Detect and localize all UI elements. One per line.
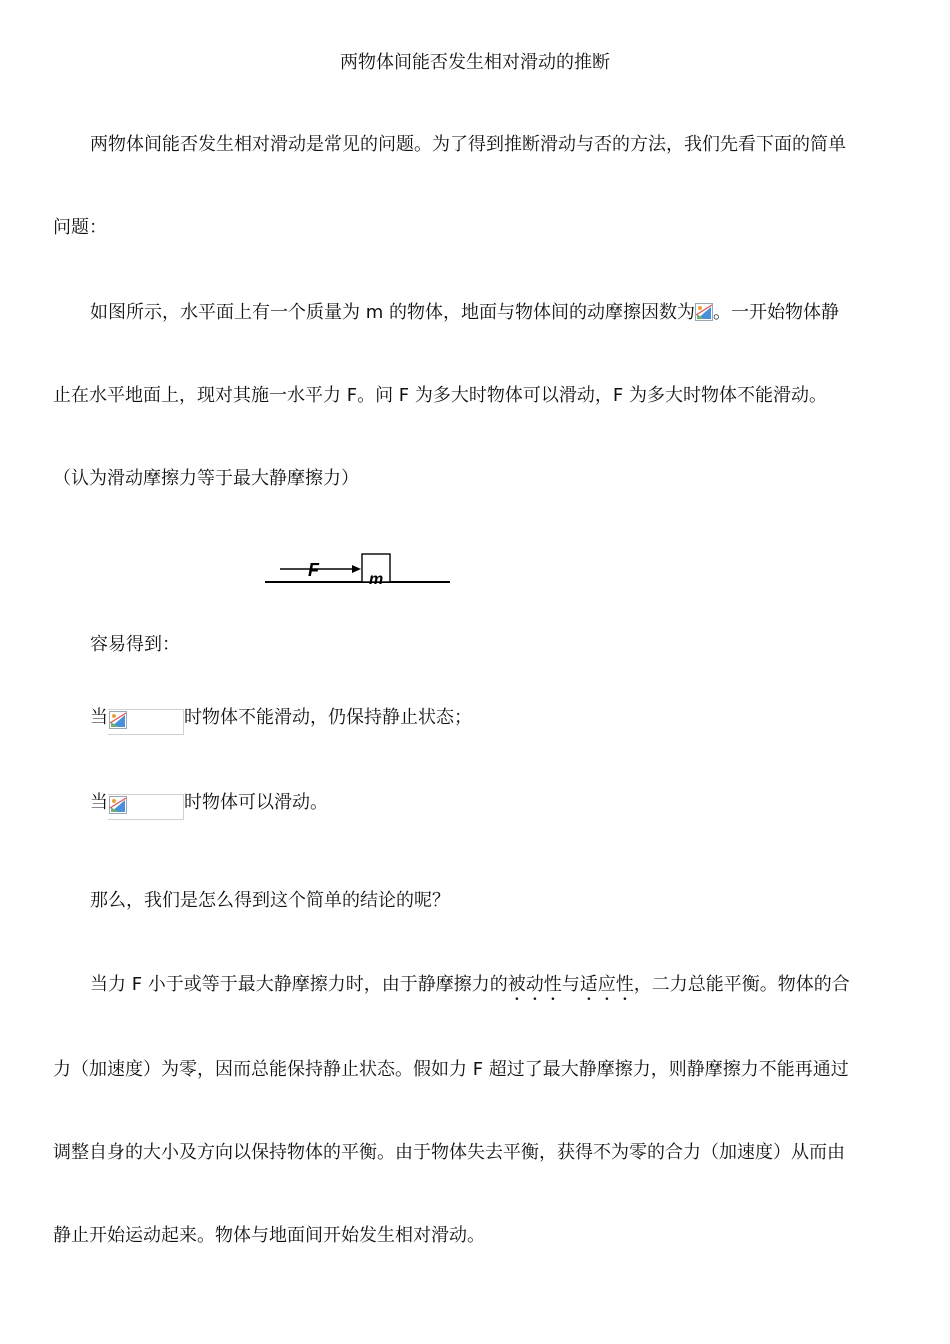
problem-text-after-mu: 。一开始物体静 — [712, 302, 839, 323]
condition-static-line — [90, 706, 472, 735]
formula-image-static — [108, 709, 184, 735]
question-paragraph: 那么，我们是怎么得到这个简单的结论的呢？ — [90, 890, 450, 911]
emphasis-adaptability: 适应性 — [579, 974, 634, 995]
problem-text-before-mu: 如图所示，水平面上有一个质量为 m 的物体，地面与物体间的动摩擦因数为 — [90, 302, 695, 323]
explanation-text-b: 与 — [561, 974, 580, 995]
problem-paragraph-line-2: 止在水平地面上，现对其施一水平力 F。问 F 为多大时物体可以滑动，F 为多大时物体不能滑动。 — [53, 385, 827, 406]
emphasis-passivity: 被动性 — [507, 974, 562, 995]
page-title: 两物体间能否发生相对滑动的推断 — [340, 52, 610, 73]
condition-static-prefix: 当 — [90, 707, 108, 728]
condition-slide-suffix: 时物体可以滑动。 — [184, 792, 328, 813]
explanation-text-c: ，二力总能平衡。物体的合 — [633, 974, 850, 995]
broken-image-icon — [109, 711, 127, 729]
intro-paragraph-line-2: 问题： — [53, 217, 107, 238]
formula-image-slide — [108, 794, 184, 820]
condition-slide-prefix: 当 — [90, 792, 108, 813]
intro-paragraph-line-1: 两物体间能否发生相对滑动是常见的问题。为了得到推断滑动与否的方法，我们先看下面的简单 — [90, 134, 846, 155]
condition-static-suffix: 时物体不能滑动，仍保持静止状态； — [184, 707, 472, 728]
broken-image-icon — [695, 303, 713, 321]
condition-slide-line — [90, 791, 328, 820]
conclusion-intro: 容易得到： — [90, 634, 180, 655]
explanation-line-1 — [90, 973, 850, 1005]
mass-label: m — [369, 571, 384, 588]
problem-paragraph-line-1 — [90, 301, 839, 325]
problem-paragraph-line-3: （认为滑动摩擦力等于最大静摩擦力） — [53, 468, 359, 489]
explanation-text-a: 当力 F 小于或等于最大静摩擦力时，由于静摩擦力的 — [90, 974, 508, 995]
force-diagram — [262, 548, 454, 593]
explanation-line-4: 静止开始运动起来。物体与地面间开始发生相对滑动。 — [53, 1225, 485, 1246]
explanation-line-2: 力（加速度）为零，因而总能保持静止状态。假如力 F 超过了最大静摩擦力，则静摩擦力不能再通过 — [53, 1059, 849, 1080]
force-label: F — [308, 560, 319, 580]
force-arrow-head — [352, 565, 361, 573]
broken-image-icon — [109, 796, 127, 814]
explanation-line-3: 调整自身的大小及方向以保持物体的平衡。由于物体失去平衡，获得不为零的合力（加速度）从而由 — [53, 1142, 845, 1163]
force-diagram-svg — [262, 548, 454, 588]
